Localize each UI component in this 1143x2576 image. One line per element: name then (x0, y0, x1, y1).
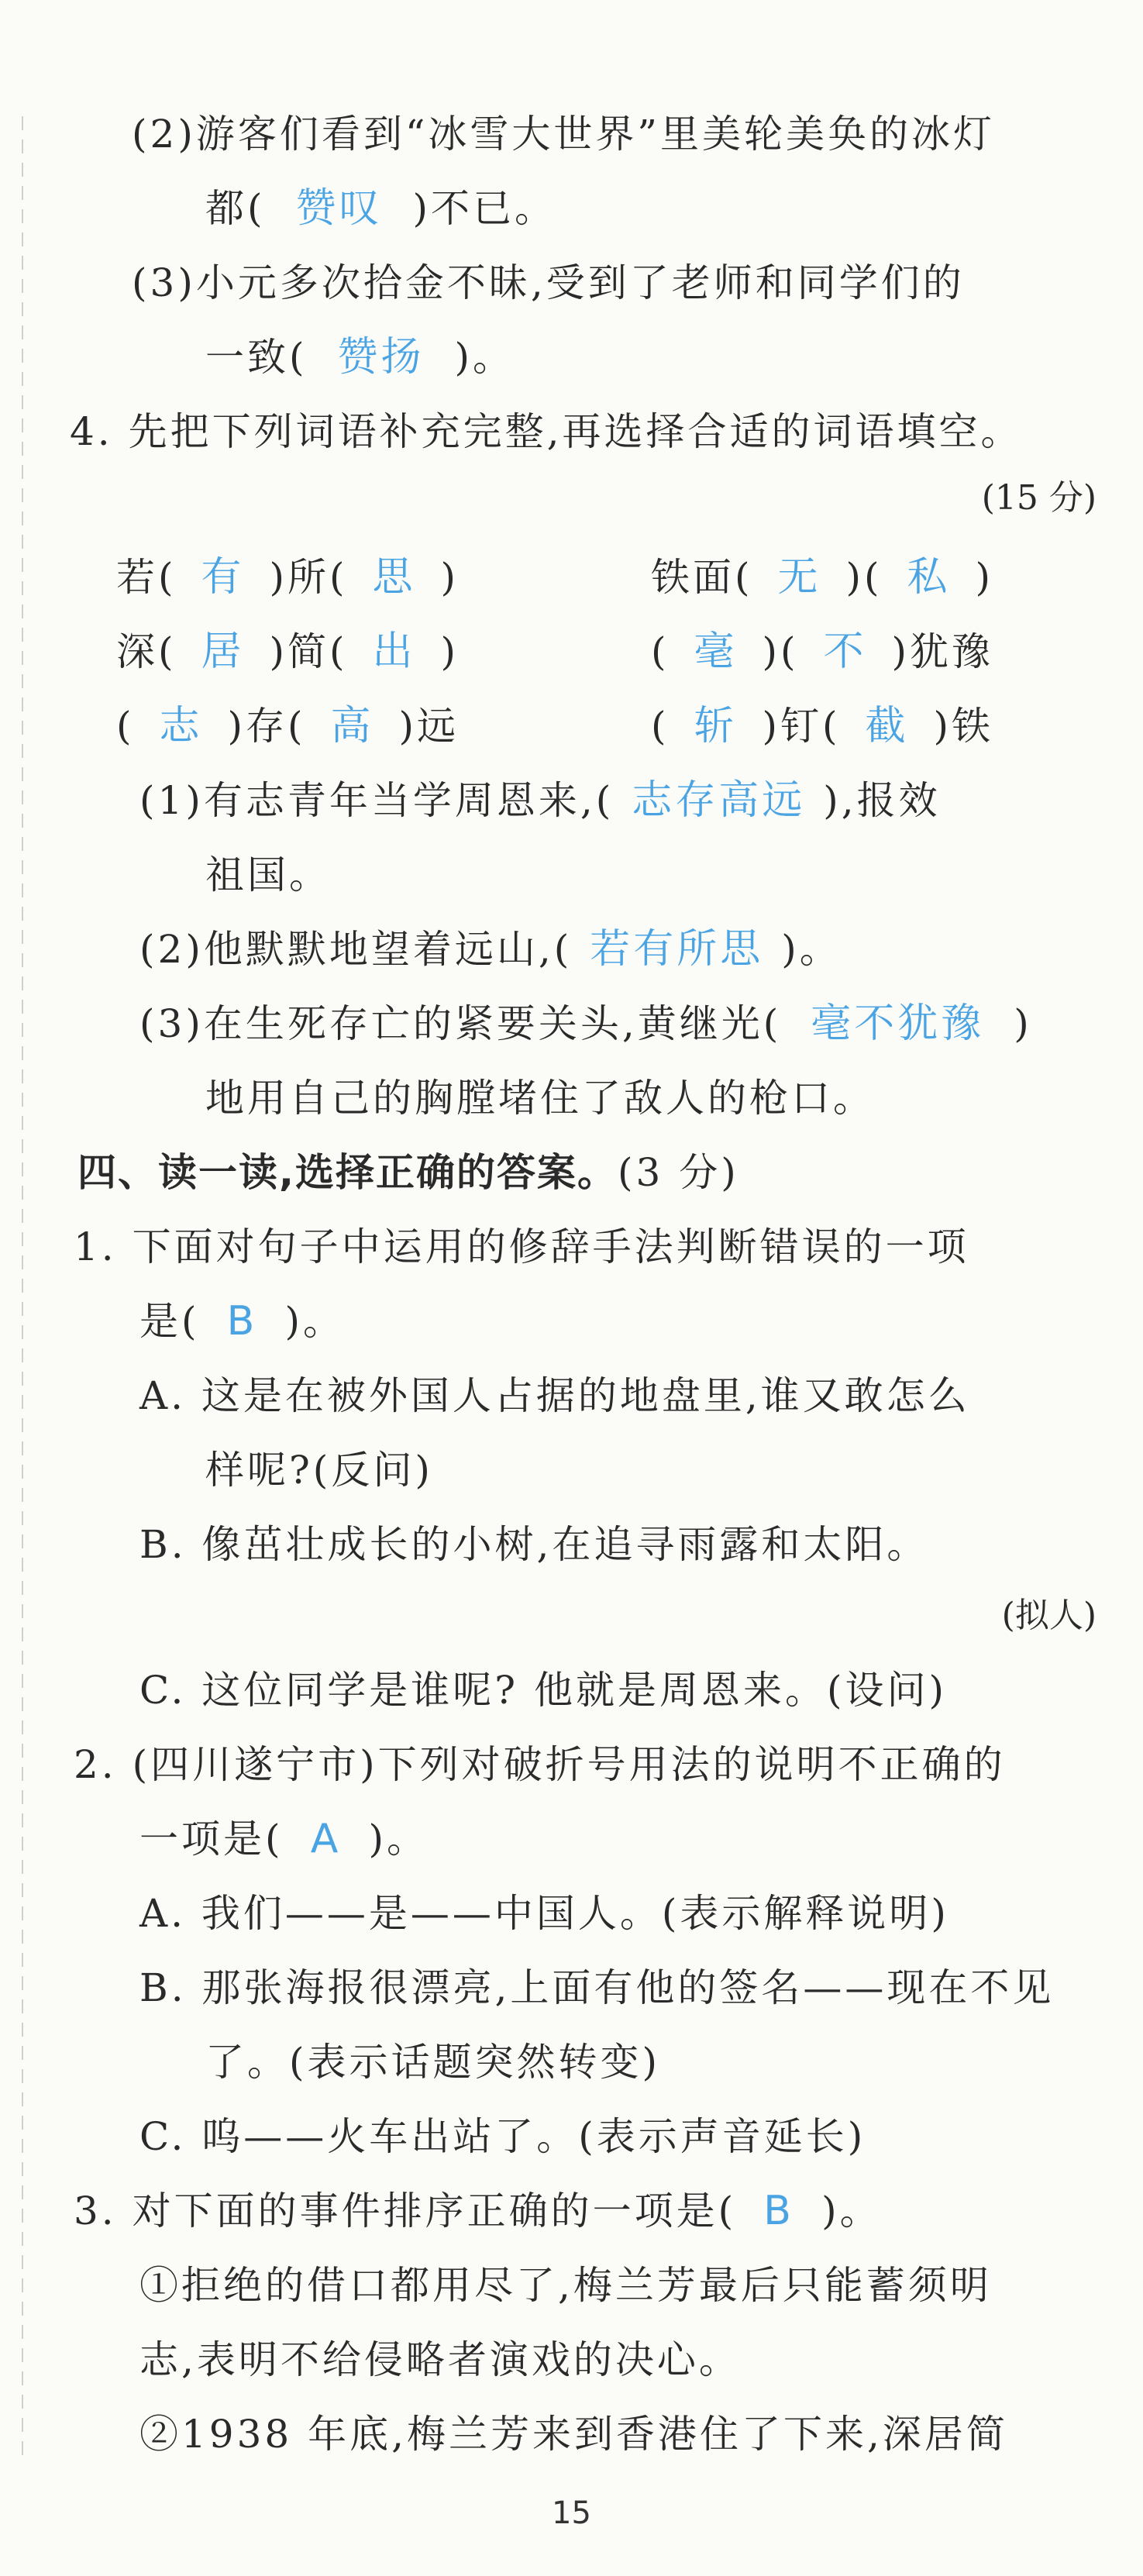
word-item (651, 552, 993, 603)
q4-item3-line1: (3)在生死存亡的紧要关头,黄继光( 毫不犹豫 ) (139, 998, 1032, 1049)
word-part: )所( (269, 555, 348, 600)
word-answer: 高 (330, 703, 374, 749)
word-part: )铁 (933, 704, 994, 749)
mc3-event2-line1: ②1938 年底,梅兰芳来到香港住了下来,深居简 (139, 2412, 1008, 2457)
word-answer: 居 (201, 629, 245, 675)
answer-choice: B (226, 1298, 258, 1345)
word-part: )( (845, 555, 883, 600)
word-item (651, 626, 993, 677)
word-part: )简( (269, 629, 348, 674)
word-part: ) (440, 555, 460, 600)
q4-item3-line2: 地用自己的胸膛堵住了敌人的枪口。 (205, 1076, 875, 1121)
word-part: 深( (116, 629, 177, 674)
answer-fill: 志存高远 (632, 777, 806, 824)
word-answer: 不 (823, 629, 867, 675)
word-answer: 私 (907, 554, 951, 601)
mc1-option-c: C. 这位同学是谁呢? 他就是周恩来。(设问) (139, 1668, 947, 1713)
word-part: ) (975, 555, 994, 600)
word-item (116, 626, 459, 677)
word-item (116, 701, 459, 752)
mc1-option-b-note: (拟人) (1001, 1596, 1097, 1635)
mc1-option-a: A. 这是在被外国人占据的地盘里,谁又敢怎么 (139, 1373, 970, 1418)
word-part: )存( (227, 704, 306, 749)
mc1-option-b: B. 像茁壮成长的小树,在追寻雨露和太阳。 (139, 1522, 929, 1567)
q4-item2: (2)他默默地望着远山,( 若有所思 )。 (139, 924, 842, 975)
mc2-stem-line1: 2. (四川遂宁市)下列对破折号用法的说明不正确的 (74, 1742, 1006, 1787)
answer-fill: 毫不犹豫 (811, 1000, 985, 1047)
margin-dashed-line (22, 116, 23, 2457)
q4-title: 4. 先把下列词语补充完整,再选择合适的词语填空。 (70, 409, 1023, 454)
answer-choice: B (763, 2188, 794, 2234)
word-part: ( (116, 704, 135, 749)
mc3-event1-line2: 志,表明不给侵略者演戏的决心。 (139, 2337, 741, 2382)
word-part: )( (762, 629, 799, 674)
page-number: 15 (552, 2495, 591, 2531)
mc3-stem: 3. 对下面的事件排序正确的一项是( B )。 (74, 2185, 882, 2237)
word-part: )犹豫 (891, 629, 994, 674)
word-part: )钉( (762, 704, 841, 749)
mc3-event1-line1: ①拒绝的借口都用尽了,梅兰芳最后只能蓄须明 (139, 2263, 992, 2308)
word-part: )远 (398, 704, 460, 749)
q3-item3-line1: (3)小元多次拾金不昧,受到了老师和同学们的 (132, 260, 965, 305)
word-item (651, 701, 993, 752)
word-answer: 有 (201, 554, 245, 601)
word-answer: 斩 (694, 703, 738, 749)
answer-choice: A (310, 1816, 342, 1862)
word-part: 若( (116, 555, 177, 600)
mc1-stem-line2: 是( B )。 (139, 1296, 345, 1347)
section4-heading: 四、读一读,选择正确的答案。(3 分) (77, 1150, 739, 1195)
mc2-option-b: B. 那张海报很漂亮,上面有他的签名——现在不见 (139, 1965, 1055, 2010)
mc2-stem-line2: 一项是( A )。 (139, 1813, 429, 1865)
q4-score: (15 分) (981, 478, 1097, 518)
mc1-option-a-cont: 样呢?(反问) (205, 1448, 433, 1493)
answer-fill: 赞扬 (337, 334, 425, 381)
mc1-stem-line1: 1. 下面对句子中运用的修辞手法判断错误的一项 (74, 1224, 969, 1269)
word-answer: 截 (865, 703, 909, 749)
q3-item3-line2: 一致( 赞扬 )。 (205, 332, 515, 383)
answer-fill: 赞叹 (295, 185, 383, 232)
word-part: ( (651, 629, 670, 674)
word-answer: 毫 (694, 629, 738, 675)
q3-item2-line2: 都( 赞叹 )不已。 (205, 183, 556, 234)
word-part: 铁面( (651, 555, 753, 600)
word-item (116, 552, 459, 603)
word-answer: 无 (777, 554, 821, 601)
answer-fill: 若有所思 (590, 926, 764, 973)
q4-item1-line2: 祖国。 (205, 852, 331, 897)
mc2-option-b-cont: 了。(表示话题突然转变) (205, 2040, 661, 2085)
q4-item1-line1: (1)有志青年当学周恩来,( 志存高远 ),报效 (139, 775, 941, 826)
word-answer: 出 (372, 629, 416, 675)
mc2-option-c: C. 呜——火车出站了。(表示声音延长) (139, 2114, 866, 2159)
word-answer: 志 (159, 703, 203, 749)
word-part: ) (440, 629, 460, 674)
mc2-option-a: A. 我们——是——中国人。(表示解释说明) (139, 1891, 949, 1936)
q3-item2-line1: (2)游客们看到“冰雪大世界”里美轮美奂的冰灯 (132, 112, 995, 157)
word-part: ( (651, 704, 670, 749)
word-answer: 思 (372, 554, 416, 601)
